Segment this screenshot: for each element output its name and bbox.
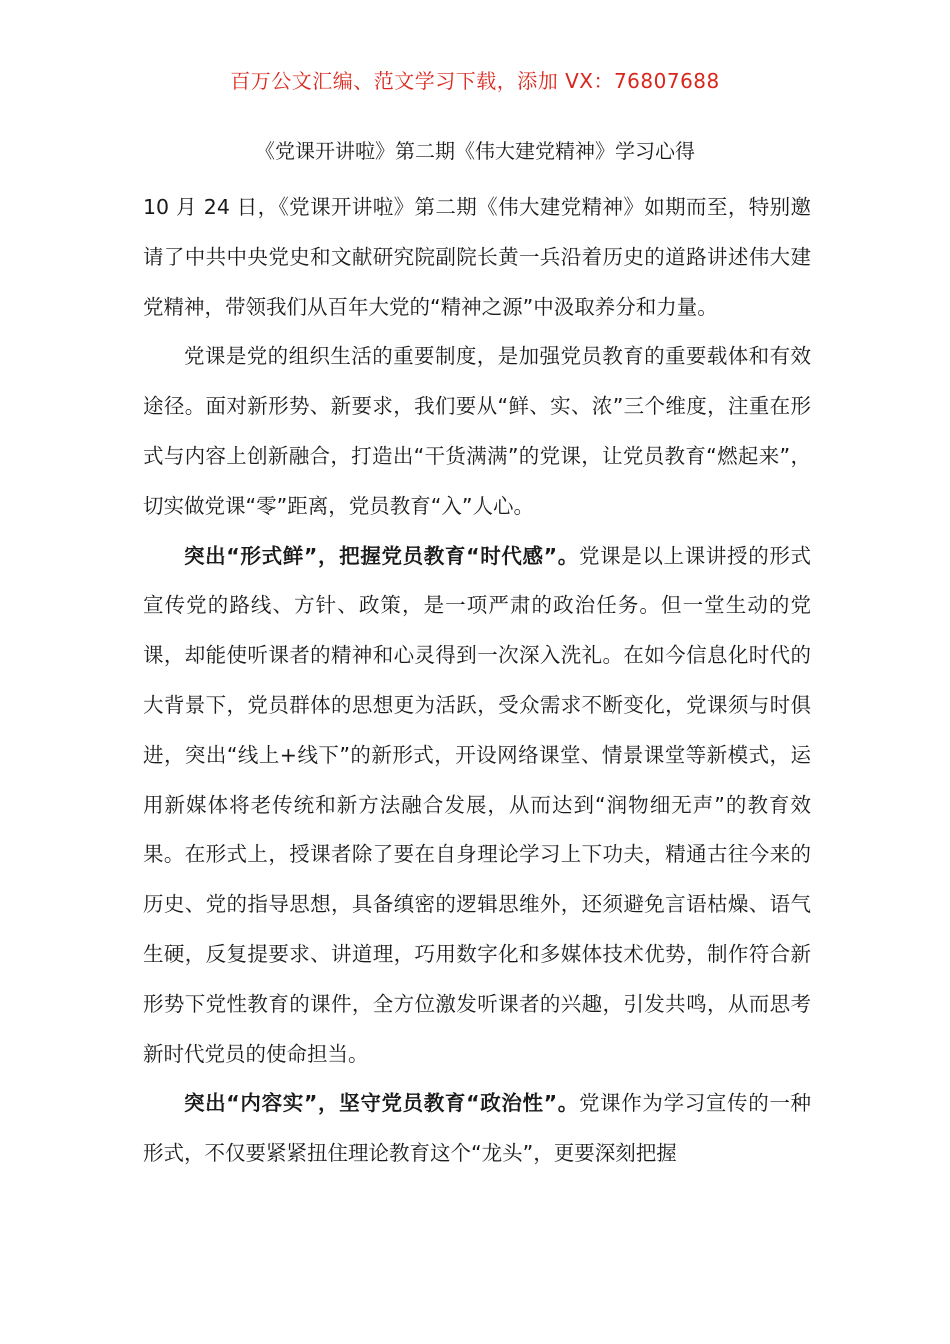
paragraph-intro: [143, 183, 811, 332]
paragraph-text: 党课是以上课讲授的形式宣传党的路线、方针、政策，是一项严肃的政治任务。但一堂生动的党课，却能使听课者的精神和心灵得到一次深入洗礼。在如今信息化时代的大背景下，党员群体的思想更为活跃，受众需求不断变化，党课须与时俱进，突出“线上+线下”的新形式，开设网络课堂、情景课堂等新模式，运用新媒体将老传统和新方法融合发展，从而达到“润物细无声”的教育效果。在形式上，授课者除了要在自身理论学习上下功夫，精通古往今来的历史、党的指导思想，具备缜密的逻辑思维外，还须避免言语枯燥、语气生硬，反复提要求、讲道理，巧用数字化和多媒体技术优势，制作符合新形势下党性教育的课件，全方位激发听课者的兴趣，引发共鸣，从而思考新时代党员的使命担当。: [143, 543, 811, 1066]
paragraph-form: [143, 532, 811, 1080]
paragraph-text: 10 月 24 日，《党课开讲啦》第二期《伟大建党精神》如期而至，特别邀请了中共中央党史和文献研究院副院长黄一兵沿着历史的道路讲述伟大建党精神，带领我们从百年大党的“精神之源”中汲取养分和力量。: [143, 195, 811, 319]
paragraph-overview: [143, 332, 811, 531]
paragraph-content: [143, 1079, 811, 1179]
paragraph-lead-heading: 突出“内容实”，坚守党员教育“政治性”。: [184, 1091, 579, 1116]
promo-banner: 百万公文汇编、范文学习下载，添加 VX：76807688: [230, 69, 720, 93]
paragraph-text: 党课是党的组织生活的重要制度，是加强党员教育的重要载体和有效途径。面对新形势、新要求，我们要从“鲜、实、浓”三个维度，注重在形式与内容上创新融合，打造出“干货满满”的党课，让党员教育“燃起来”，切实做党课“零”距离，党员教育“入”人心。: [143, 344, 811, 518]
document-title: 《党课开讲啦》第二期《伟大建党精神》学习心得: [255, 139, 695, 163]
paragraph-lead-heading: 突出“形式鲜”，把握党员教育“时代感”。: [184, 543, 579, 568]
paragraph-text: 党课作为学习宣传的一种形式，不仅要紧紧扭住理论教育这个“龙头”，更要深刻把握: [143, 1091, 811, 1166]
document-body: [143, 183, 811, 1179]
